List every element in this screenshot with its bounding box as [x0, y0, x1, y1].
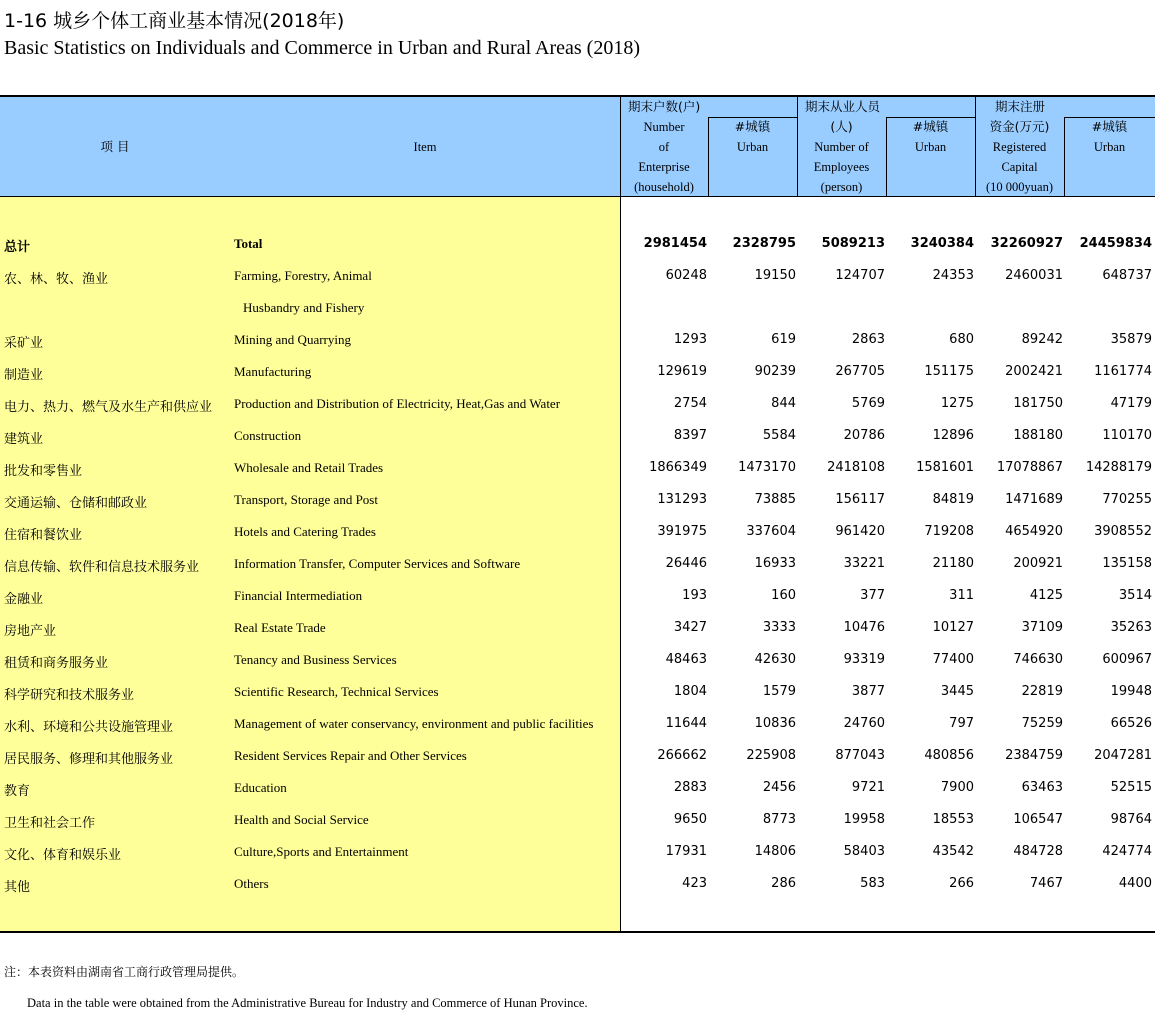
row-value: 22819	[1021, 684, 1063, 699]
row-label-en: Hotels and Catering Trades	[234, 524, 376, 539]
row-value: 60248	[665, 268, 707, 283]
row-value: 135158	[1102, 556, 1152, 571]
row-value: 2981454	[643, 236, 707, 251]
row-value: 619	[771, 332, 796, 347]
row-value: 1471689	[1005, 492, 1063, 507]
row-value: 10476	[843, 620, 885, 635]
row-value: 719208	[924, 524, 974, 539]
total-row	[0, 228, 1155, 260]
row-value: 2863	[851, 332, 885, 347]
row-label-en: Construction	[234, 428, 302, 443]
row-value: 24459834	[1079, 236, 1152, 251]
row-value: 1293	[673, 332, 707, 347]
row-label-cn: 采矿业	[4, 336, 44, 351]
row-value: 48463	[665, 652, 707, 667]
row-label-cn: 居民服务、修理和其他服务业	[4, 752, 174, 767]
header-text: Registered	[992, 140, 1047, 154]
row-value: 424774	[1102, 844, 1152, 859]
header-col-employees-urban	[886, 117, 975, 157]
row-label-cn: 农、林、牧、渔业	[4, 272, 109, 287]
header-group-households: 期末户数(户)	[628, 99, 701, 114]
row-label-en: Real Estate Trade	[234, 620, 326, 635]
header-text: Urban	[736, 140, 769, 154]
row-value: 337604	[746, 524, 796, 539]
row-value: 4654920	[1005, 524, 1063, 539]
row-value: 75259	[1021, 716, 1063, 731]
row-value: 188180	[1013, 428, 1063, 443]
row-value: 14806	[754, 844, 796, 859]
row-value: 600967	[1102, 652, 1152, 667]
row-value: 3908552	[1094, 524, 1152, 539]
header-col-employees	[797, 117, 886, 197]
row-value: 10836	[754, 716, 796, 731]
row-value: 2754	[673, 396, 707, 411]
row-label-cn: 信息传输、软件和信息技术服务业	[4, 560, 200, 575]
table-row	[0, 324, 1155, 356]
table-row	[0, 708, 1155, 740]
row-label-en: Culture,Sports and Entertainment	[234, 844, 409, 859]
row-value: 110170	[1102, 428, 1152, 443]
row-value: 583	[860, 876, 885, 891]
row-value: 24353	[932, 268, 974, 283]
table-bottom-rule	[0, 931, 1155, 933]
row-value: 7900	[940, 780, 974, 795]
row-value: 33221	[843, 556, 885, 571]
row-value: 129619	[657, 364, 707, 379]
row-value: 286	[771, 876, 796, 891]
row-label-en: Wholesale and Retail Trades	[234, 460, 384, 475]
row-value: 58403	[843, 844, 885, 859]
row-label-en-continued: Husbandry and Fishery	[243, 300, 365, 315]
row-value: 77400	[932, 652, 974, 667]
row-value: 17931	[665, 844, 707, 859]
header-item-en: Item	[413, 140, 437, 154]
row-value: 19958	[843, 812, 885, 827]
row-value: 1275	[940, 396, 974, 411]
header-group-capital: 期末注册	[995, 99, 1046, 114]
row-value: 5584	[762, 428, 796, 443]
header-col-capital	[975, 117, 1064, 197]
row-label-cn: 建筑业	[4, 432, 44, 447]
row-value: 89242	[1021, 332, 1063, 347]
header-text: #城镇	[734, 119, 771, 134]
header-text: Urban	[914, 140, 947, 154]
table-number-title-cn: 1-16 城乡个体工商业基本情况(2018年)	[4, 10, 345, 32]
row-label-cn: 租赁和商务服务业	[4, 656, 109, 671]
row-value: 1866349	[649, 460, 707, 475]
row-value: 266	[949, 876, 974, 891]
row-label-en: Information Transfer, Computer Services and Software	[234, 556, 521, 571]
table-row	[0, 644, 1155, 676]
row-label-cn: 交通运输、仓储和邮政业	[4, 496, 148, 511]
row-value: 266662	[657, 748, 707, 763]
table-row	[0, 868, 1155, 900]
row-label-en: Management of water conservancy, environment and public facilities	[234, 716, 594, 731]
table-row	[0, 260, 1155, 315]
row-label-cn: 教育	[4, 784, 31, 799]
table-row	[0, 420, 1155, 452]
row-value: 3240384	[910, 236, 974, 251]
header-text: Employees	[813, 160, 870, 174]
table-row	[0, 356, 1155, 388]
row-label-en: Tenancy and Business Services	[234, 652, 397, 667]
row-value: 11644	[665, 716, 707, 731]
header-text: Enterprise	[638, 160, 690, 174]
row-value: 19948	[1110, 684, 1152, 699]
row-value: 2384759	[1005, 748, 1063, 763]
header-text: of	[658, 140, 670, 154]
row-value: 3333	[762, 620, 796, 635]
footnote-cn: 注：本表资料由湖南省工商行政管理局提供。	[4, 965, 245, 979]
row-value: 2460031	[1005, 268, 1063, 283]
row-value: 1579	[762, 684, 796, 699]
row-value: 20786	[843, 428, 885, 443]
row-value: 63463	[1021, 780, 1063, 795]
row-value: 746630	[1013, 652, 1063, 667]
row-value: 47179	[1110, 396, 1152, 411]
row-value: 3427	[673, 620, 707, 635]
table-title-en: Basic Statistics on Individuals and Commerce in Urban and Rural Areas (2018)	[4, 37, 640, 59]
row-label-en: Total	[234, 236, 263, 251]
row-value: 18553	[932, 812, 974, 827]
row-value: 3514	[1118, 588, 1152, 603]
row-value: 37109	[1021, 620, 1063, 635]
row-value: 5769	[851, 396, 885, 411]
row-value: 42630	[754, 652, 796, 667]
row-value: 1804	[673, 684, 707, 699]
table-row	[0, 836, 1155, 868]
table-row	[0, 612, 1155, 644]
row-value: 5089213	[821, 236, 885, 251]
row-label-cn: 总计	[4, 240, 31, 255]
row-label-cn: 住宿和餐饮业	[4, 528, 83, 543]
row-value: 84819	[932, 492, 974, 507]
header-text: Capital	[1001, 160, 1038, 174]
row-label-cn: 房地产业	[4, 624, 57, 639]
row-value: 19150	[754, 268, 796, 283]
table-row	[0, 772, 1155, 804]
row-value: 10127	[932, 620, 974, 635]
row-value: 648737	[1102, 268, 1152, 283]
row-value: 2418108	[827, 460, 885, 475]
row-label-cn: 批发和零售业	[4, 464, 83, 479]
row-value: 17078867	[996, 460, 1063, 475]
row-value: 14288179	[1085, 460, 1152, 475]
row-label-cn: 其他	[4, 880, 31, 895]
row-value: 9650	[673, 812, 707, 827]
row-value: 8773	[762, 812, 796, 827]
row-value: 844	[771, 396, 796, 411]
header-text: Urban	[1093, 140, 1126, 154]
row-value: 26446	[665, 556, 707, 571]
row-value: 770255	[1102, 492, 1152, 507]
row-value: 4400	[1118, 876, 1152, 891]
row-value: 151175	[924, 364, 974, 379]
row-label-en: Resident Services Repair and Other Services	[234, 748, 467, 763]
table-row	[0, 804, 1155, 836]
row-value: 193	[682, 588, 707, 603]
row-value: 106547	[1013, 812, 1063, 827]
row-value: 12896	[932, 428, 974, 443]
row-value: 1473170	[738, 460, 796, 475]
header-col-capital-urban	[1064, 117, 1155, 157]
row-value: 43542	[932, 844, 974, 859]
row-value: 8397	[673, 428, 707, 443]
row-value: 160	[771, 588, 796, 603]
row-label-en: Scientific Research, Technical Services	[234, 684, 439, 699]
row-value: 90239	[754, 364, 796, 379]
row-label-cn: 文化、体育和娱乐业	[4, 848, 122, 863]
row-label-cn: 金融业	[4, 592, 44, 607]
row-value: 480856	[924, 748, 974, 763]
row-value: 16933	[754, 556, 796, 571]
row-value: 311	[949, 588, 974, 603]
row-value: 181750	[1013, 396, 1063, 411]
row-label-cn: 水利、环境和公共设施管理业	[4, 720, 174, 735]
row-label-en: Mining and Quarrying	[234, 332, 351, 347]
row-value: 961420	[835, 524, 885, 539]
row-label-en: Financial Intermediation	[234, 588, 363, 603]
row-label-cn: 制造业	[4, 368, 44, 383]
footnote-en: Data in the table were obtained from the Administrative Bureau for Industry and Commerce of Hunan Province.	[27, 996, 588, 1010]
table-row	[0, 548, 1155, 580]
header-text: (person)	[820, 180, 863, 194]
row-value: 2456	[762, 780, 796, 795]
row-value: 2328795	[732, 236, 796, 251]
row-value: 3877	[851, 684, 885, 699]
table-row	[0, 388, 1155, 420]
row-value: 797	[949, 716, 974, 731]
row-label-en: Farming, Forestry, Animal	[234, 268, 372, 283]
row-value: 52515	[1110, 780, 1152, 795]
header-item-cn: 项 目	[100, 139, 130, 154]
table-row	[0, 452, 1155, 484]
row-value: 32260927	[990, 236, 1063, 251]
table-row	[0, 676, 1155, 708]
row-label-en: Production and Distribution of Electricity, Heat,Gas and Water	[234, 396, 561, 411]
row-value: 484728	[1013, 844, 1063, 859]
row-value: 35263	[1110, 620, 1152, 635]
table-row	[0, 484, 1155, 516]
header-text: (10 000yuan)	[986, 180, 1053, 194]
row-value: 423	[682, 876, 707, 891]
row-value: 4125	[1029, 588, 1063, 603]
row-value: 2883	[673, 780, 707, 795]
row-value: 2047281	[1094, 748, 1152, 763]
row-value: 377	[860, 588, 885, 603]
row-label-en: Education	[234, 780, 287, 795]
row-value: 93319	[843, 652, 885, 667]
row-value: 9721	[851, 780, 885, 795]
row-value: 391975	[657, 524, 707, 539]
row-value: 200921	[1013, 556, 1063, 571]
row-label-en: Health and Social Service	[234, 812, 369, 827]
row-label-en: Transport, Storage and Post	[234, 492, 378, 507]
table-row	[0, 516, 1155, 548]
row-value: 131293	[657, 492, 707, 507]
statistics-table	[0, 95, 1155, 933]
row-value: 124707	[835, 268, 885, 283]
row-value: 35879	[1110, 332, 1152, 347]
row-value: 98764	[1110, 812, 1152, 827]
row-value: 877043	[835, 748, 885, 763]
table-row	[0, 580, 1155, 612]
row-label-cn: 卫生和社会工作	[4, 816, 96, 831]
row-value: 225908	[746, 748, 796, 763]
row-label-en: Others	[234, 876, 269, 891]
row-value: 7467	[1029, 876, 1063, 891]
row-value: 66526	[1110, 716, 1152, 731]
row-label-cn: 科学研究和技术服务业	[4, 688, 135, 703]
row-value: 3445	[940, 684, 974, 699]
row-value: 267705	[835, 364, 885, 379]
header-text: (人)	[830, 119, 853, 134]
row-value: 21180	[932, 556, 974, 571]
row-label-en: Manufacturing	[234, 364, 312, 379]
header-col-households-urban	[708, 117, 797, 157]
header-group-employees: 期末从业人员	[805, 99, 881, 114]
row-value: 156117	[835, 492, 885, 507]
header-col-households	[620, 117, 708, 197]
row-value: 680	[949, 332, 974, 347]
table-row	[0, 740, 1155, 772]
header-text: #城镇	[1091, 119, 1128, 134]
header-text: 资金(万元)	[989, 119, 1050, 134]
row-value: 2002421	[1005, 364, 1063, 379]
header-text: Number of	[814, 140, 869, 154]
header-text: (household)	[634, 180, 694, 194]
header-text: Number	[643, 120, 685, 134]
row-value: 73885	[754, 492, 796, 507]
row-value: 1581601	[916, 460, 974, 475]
row-value: 24760	[843, 716, 885, 731]
row-label-cn: 电力、热力、燃气及水生产和供应业	[4, 400, 213, 415]
header-text: #城镇	[912, 119, 949, 134]
row-value: 1161774	[1094, 364, 1152, 379]
